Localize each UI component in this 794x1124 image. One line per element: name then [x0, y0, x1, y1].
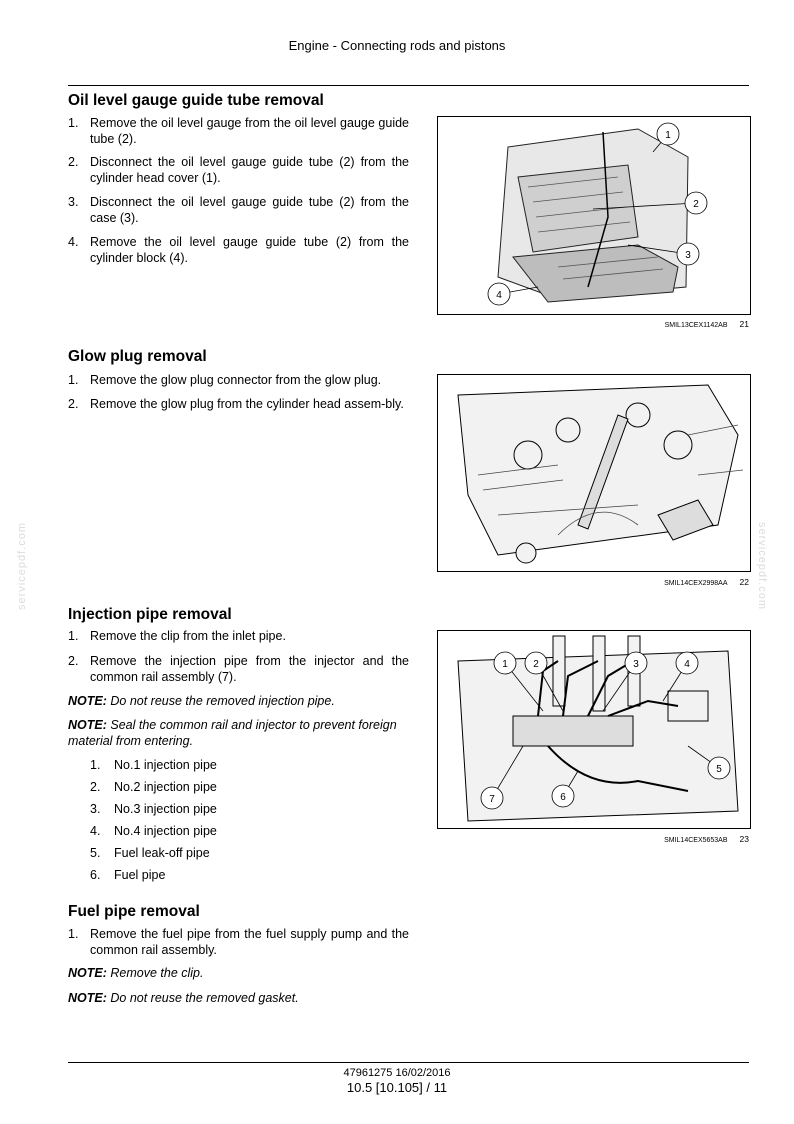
fuel-pipe-note-1	[68, 965, 409, 981]
step-text: Disconnect the oil level gauge guide tube (2) from the case (3).	[90, 195, 409, 225]
step-text: Disconnect the oil level gauge guide tube (2) from the cylinder head cover (1).	[90, 155, 409, 185]
engine-illustration	[438, 117, 750, 314]
figure-caption	[665, 319, 749, 329]
figure-glow-plug	[437, 374, 751, 572]
glow-plug-step-1	[68, 372, 409, 388]
legend-number: 4.	[90, 824, 101, 838]
section-title-oil-gauge: Oil level gauge guide tube removal	[68, 92, 324, 109]
callout-label: 3	[685, 250, 691, 261]
legend-text: Fuel pipe	[114, 868, 166, 882]
step-number: 1.	[68, 629, 79, 643]
callout-label: 2	[693, 199, 699, 210]
injection-step-1	[68, 628, 409, 644]
callout-label: 1	[665, 130, 671, 141]
legend-number: 2.	[90, 780, 101, 794]
callout-label: 4	[496, 290, 502, 301]
legend-item	[90, 780, 217, 794]
header-rule	[68, 85, 749, 86]
cylinder-head-illustration	[438, 375, 750, 571]
legend-item	[90, 846, 210, 860]
legend-text: No.3 injection pipe	[114, 802, 217, 816]
step-number: 1.	[68, 927, 79, 941]
note-label: NOTE:	[68, 694, 107, 708]
figure-caption	[664, 577, 749, 587]
section-title-glow-plug: Glow plug removal	[68, 348, 207, 365]
legend-text: No.2 injection pipe	[114, 780, 217, 794]
oil-gauge-step-1	[68, 115, 409, 147]
footer-page-number: 10.5 [10.105] / 11	[346, 1080, 448, 1095]
figure-code: SMIL13CEX1142AB	[664, 322, 728, 329]
fuel-pipe-note-2	[68, 990, 409, 1006]
callout-label: 6	[560, 792, 566, 803]
note-text: Do not reuse the removed gasket.	[110, 991, 299, 1005]
step-number: 2.	[68, 155, 79, 169]
footer-docref: 47961275 16/02/2016	[343, 1067, 451, 1079]
injection-note-1	[68, 693, 409, 709]
oil-gauge-step-2	[68, 154, 409, 186]
note-text: Seal the common rail and injector to prevent foreign material from entering.	[68, 718, 397, 748]
step-number: 2.	[68, 654, 79, 668]
legend-item	[90, 868, 165, 882]
section-title-injection-pipe: Injection pipe removal	[68, 606, 232, 623]
step-text: Remove the injection pipe from the injector and the common rail assembly (7).	[90, 654, 409, 684]
callout-label: 5	[716, 764, 722, 775]
watermark-left: servicepdf.com	[15, 522, 28, 610]
step-number: 1.	[68, 116, 79, 130]
injection-note-2	[68, 717, 409, 749]
note-label: NOTE:	[68, 718, 107, 732]
callout-label: 4	[684, 659, 690, 670]
legend-number: 3.	[90, 802, 101, 816]
step-text: Remove the glow plug connector from the glow plug.	[90, 373, 382, 387]
figure-number: 22	[739, 577, 749, 587]
callout-label: 7	[489, 794, 495, 805]
figure-engine-oil-gauge	[437, 116, 751, 315]
figure-code: SMIL14CEX2998AA	[664, 580, 728, 587]
legend-item	[90, 824, 217, 838]
note-label: NOTE:	[68, 966, 107, 980]
note-text: Remove the clip.	[110, 966, 204, 980]
legend-number: 6.	[90, 868, 101, 882]
oil-gauge-step-3	[68, 194, 409, 226]
legend-text: No.4 injection pipe	[114, 824, 217, 838]
injection-step-2	[68, 653, 409, 685]
note-label: NOTE:	[68, 991, 107, 1005]
step-text: Remove the oil level gauge from the oil level gauge guide tube (2).	[90, 116, 409, 146]
step-text: Remove the fuel pipe from the fuel supply pump and the common rail assembly.	[90, 927, 409, 957]
note-text: Do not reuse the removed injection pipe.	[110, 694, 335, 708]
step-number: 4.	[68, 235, 79, 249]
figure-code: SMIL14CEX5653AB	[664, 837, 728, 844]
step-text: Remove the oil level gauge guide tube (2) from the cylinder block (4).	[90, 235, 409, 265]
legend-text: No.1 injection pipe	[114, 758, 217, 772]
step-text: Remove the clip from the inlet pipe.	[90, 629, 286, 643]
step-text: Remove the glow plug from the cylinder head assem-bly.	[90, 397, 404, 411]
common-rail-illustration	[438, 631, 750, 828]
legend-number: 1.	[90, 758, 101, 772]
watermark-right: servicepdf.com	[755, 522, 768, 610]
legend-text: Fuel leak-off pipe	[114, 846, 210, 860]
step-number: 1.	[68, 373, 79, 387]
step-number: 3.	[68, 195, 79, 209]
figure-number: 21	[739, 319, 749, 329]
fuel-pipe-step-1	[68, 926, 409, 958]
callout-label: 3	[633, 659, 639, 670]
footer-rule	[68, 1062, 749, 1063]
page-header: Engine - Connecting rods and pistons	[288, 38, 506, 53]
legend-number: 5.	[90, 846, 101, 860]
section-title-fuel-pipe: Fuel pipe removal	[68, 903, 200, 920]
callout-label: 2	[533, 659, 539, 670]
oil-gauge-step-4	[68, 234, 409, 266]
legend-item	[90, 802, 217, 816]
callout-label: 1	[502, 659, 508, 670]
step-number: 2.	[68, 397, 79, 411]
legend-item	[90, 758, 217, 772]
figure-caption	[664, 834, 749, 844]
figure-injection-pipes	[437, 630, 751, 829]
figure-number: 23	[739, 834, 749, 844]
glow-plug-step-2	[68, 396, 409, 412]
